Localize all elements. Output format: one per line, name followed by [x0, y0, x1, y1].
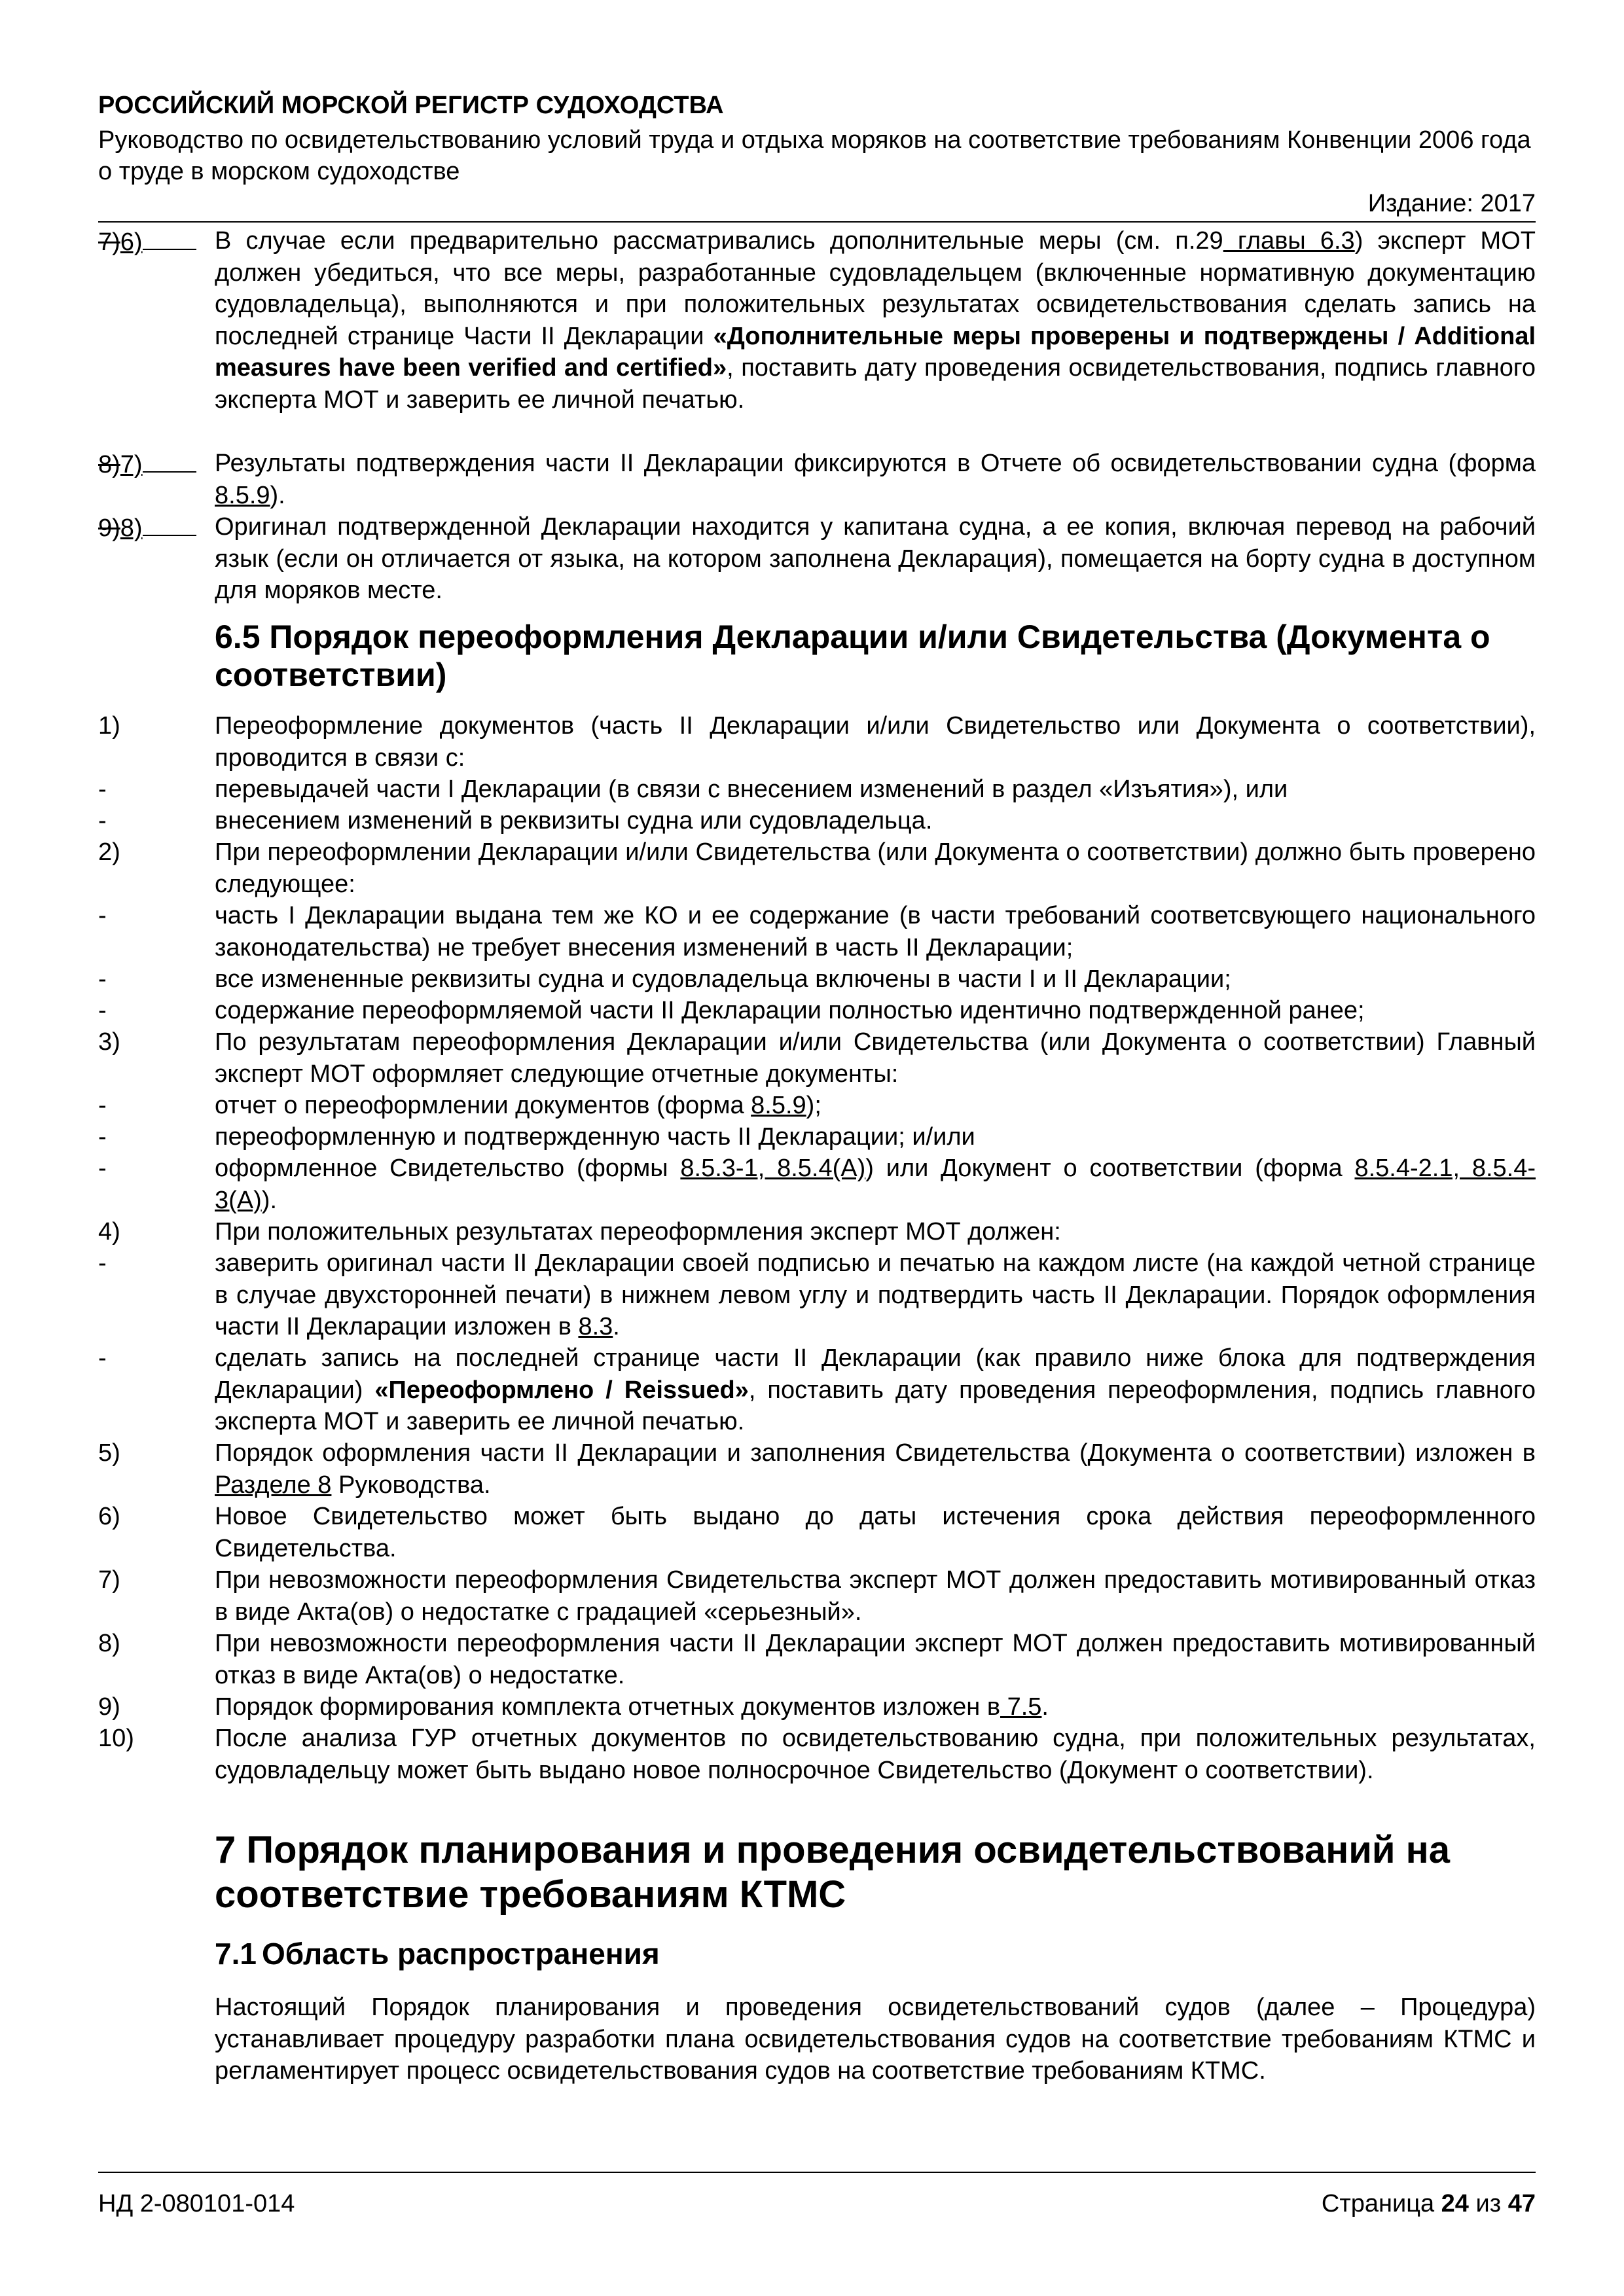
document-subtitle: Руководство по освидетельствованию условий труда и отдыха моряков на соответствие требованиям Конвенции 2006 года о труде в морском судоходстве [98, 126, 1531, 185]
list-item: 9) Порядок формирования комплекта отчетных документов изложен в 7.5. [98, 1693, 1049, 1721]
item-text: Оригинал подтвержденной Декларации находится у капитана судна, а ее копия, включая перевод на рабочий язык (если он отличается от языка, на котором заполнена Декларация), помещается на борту судна в доступном для моряков месте. [215, 513, 1536, 604]
page-number: Страница 24 из 47 [1321, 2190, 1536, 2217]
list-item: - внесением изменений в реквизиты судна или судовладельца. [98, 807, 933, 834]
edition-label: Издание: 2017 [1367, 190, 1536, 217]
list-item: 8) При невозможности переоформления части II Декларации эксперт МОТ должен предоставить мотивированный отказ в виде Акта(ов) о недостатке. [98, 1630, 1536, 1689]
list-item: - содержание переоформляемой части II Декларации полностью идентично подтвержденной ранее; [98, 997, 1365, 1024]
organization-name: РОССИЙСКИЙ МОРСКОЙ РЕГИСТР СУДОХОДСТВА [98, 92, 724, 119]
item-text: В случае если предварительно рассматривались дополнительные меры (см. п.29 главы 6.3) эксперт МОТ должен убедиться, что все меры, разработанные судовладельцем (включенные нормативную документацию судовладельца), выполняются и при положительных результатах освидетельствования сделать запись на последней странице Части II Декларации «Дополнительные меры проверены и подтверждены / Additional measures have been verified and certified», поставить дату проведения освидетельствования, подпись главного эксперта МОТ и заверить ее личной печатью. [215, 227, 1536, 414]
list-item: - сделать запись на последней странице части II Декларации (как правило ниже блока для подтверждения Декларации) «Переоформлено / Reissued», поставить дату проведения переоформления, подпись главного эксперта МОТ и заверить ее личной печатью. [98, 1344, 1536, 1435]
link-section-7-5[interactable]: 7.5 [1000, 1693, 1042, 1721]
section-7-1-paragraph: Настоящий Порядок планирования и проведения освидетельствований судов (далее – Процедура) устанавливает процедуру разработки плана освидетельствования судов на соответствие требованиям КТМС и регламентирует процесс освидетельствования судов на соответствие требованиям КТМС. [215, 1994, 1536, 2085]
list-item: 6) Новое Свидетельство может быть выдано до даты истечения срока действия переоформленного Свидетельства. [98, 1503, 1536, 1562]
link-forms-document[interactable]: 8.5.4-2.1, 8.5.4-3(А) [215, 1155, 1536, 1214]
section-heading-7: 7 Порядок планирования и проведения освидетельствований на соответствие требованиям КТМС [215, 1829, 1450, 1916]
list-item-7 [98, 448, 1536, 511]
list-item: - часть I Декларации выдана тем же КО и ее содержание (в части требований соответсвующего национального законодательства) не требует внесения изменений в часть II Декларации; [98, 902, 1536, 961]
footer-divider [98, 2172, 1536, 2173]
list-item: - все измененные реквизиты судна и судовладельца включены в части I и II Декларации; [98, 965, 1231, 993]
list-item-6 [98, 225, 1536, 416]
item-number: 9)8) [98, 511, 213, 545]
list-item: - оформленное Свидетельство (формы 8.5.3-1, 8.5.4(А)) или Документ о соответствии (форма 8.5.4-2.1, 8.5.4-3(А)). [98, 1155, 1536, 1214]
list-item: 1) Переоформление документов (часть II Декларации и/или Свидетельство или Документа о соответствии), проводится в связи с: [98, 712, 1536, 772]
link-forms-certificate[interactable]: 8.5.3-1, 8.5.4(А) [680, 1155, 866, 1182]
item-number: 8)7) [98, 448, 213, 481]
header-divider [98, 221, 1536, 223]
item-number: 7)6) [98, 225, 213, 259]
list-item: 3) По результатам переоформления Декларации и/или Свидетельства (или Документа о соответствии) Главный эксперт МОТ оформляет следующие отчетные документы: [98, 1028, 1536, 1088]
list-item: 2) При переоформлении Декларации и/или Свидетельства (или Документа о соответствии) должно быть проверено следующее: [98, 838, 1536, 898]
list-item: 5) Порядок оформления части II Декларации и заполнения Свидетельства (Документа о соответствии) изложен в Разделе 8 Руководства. [98, 1439, 1536, 1499]
list-item-8 [98, 511, 1536, 607]
list-item: 7) При невозможности переоформления Свидетельства эксперт МОТ должен предоставить мотивированный отказ в виде Акта(ов) о недостатке с градацией «серьезный». [98, 1566, 1536, 1626]
link-section-8[interactable]: Разделе 8 [215, 1471, 332, 1499]
link-section-8-3[interactable]: 8.3 [578, 1313, 613, 1340]
list-item: - перевыдачей части I Декларации (в связи с внесением изменений в раздел «Изъятия»), или [98, 776, 1288, 803]
list-item: - переоформленную и подтвержденную часть II Декларации; и/или [98, 1123, 975, 1151]
link-form-8-5-9[interactable]: 8.5.9 [751, 1092, 806, 1119]
document-id: НД 2-080101-014 [98, 2190, 295, 2217]
link-form-8-5-9[interactable]: 8.5.9 [215, 481, 270, 509]
section-heading-6-5: 6.5 Порядок переоформления Декларации и/или Свидетельства (Документа о соответствии) [215, 619, 1490, 693]
list-item: - отчет о переоформлении документов (форма 8.5.9); [98, 1092, 821, 1119]
subsection-heading-7-1: 7.1 Область распространения [215, 1937, 660, 1971]
list-item: 10) После анализа ГУР отчетных документов по освидетельствованию судна, при положительных результатах, судовладельцу может быть выдано новое полносрочное Свидетельство (Документ о соответствии). [98, 1725, 1536, 1784]
item-text: Результаты подтверждения части II Декларации фиксируются в Отчете об освидетельствовании судна (форма 8.5.9). [215, 450, 1536, 509]
list-item: - заверить оригинал части II Декларации своей подписью и печатью на каждом листе (на каждой четной странице в случае двухсторонней печати) в нижнем левом углу и подтвердить часть II Декларации. Порядок оформления части II Декларации изложен в 8.3. [98, 1249, 1536, 1340]
list-item: 4) При положительных результатах переоформления эксперт МОТ должен: [98, 1218, 1061, 1246]
link-chapter-6-3[interactable]: главы 6.3 [1223, 227, 1355, 255]
